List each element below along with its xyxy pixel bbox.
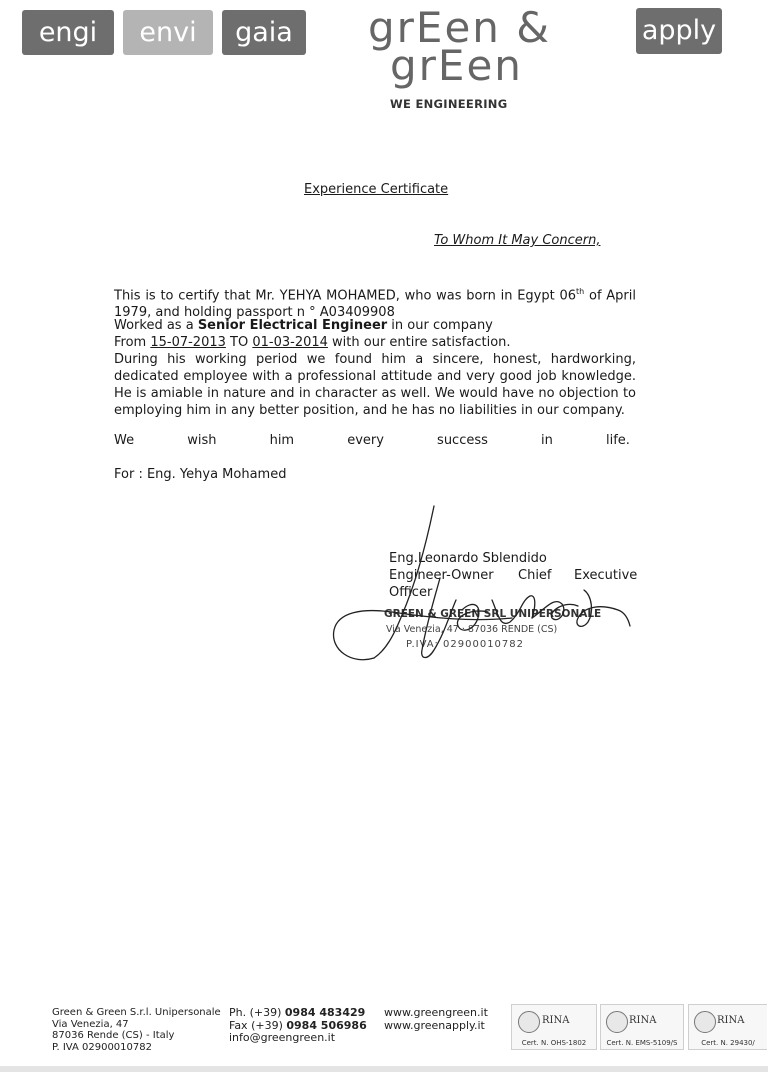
cert-number: Cert. N. 29430/ <box>701 1039 755 1047</box>
fax-number: 0984 506986 <box>286 1018 367 1032</box>
tab-engi: engi <box>22 10 114 55</box>
wish-word: wish <box>187 433 217 448</box>
phone-label: Ph. (+39) <box>229 1006 285 1019</box>
stamp-piva: P.IVA: 02900010782 <box>406 639 524 650</box>
footer-bottom-bar <box>0 1066 768 1072</box>
paragraph-period <box>114 334 636 351</box>
tab-envi: envi <box>123 10 213 55</box>
paragraph-evaluation: During his working period we found him a sincere, honest, hardworking, dedicated employee with a professional attitude and very good job knowledge. He is amiable in nature and in character as well. We would have no objection to employing him in any better position, and he has no liabilities in our company. <box>114 352 636 418</box>
wish-word: success <box>437 433 488 448</box>
phone-number[interactable]: 0984 483429 <box>284 1006 366 1019</box>
wish-word: him <box>269 433 295 448</box>
footer-piva: P. IVA 02900010782 <box>52 1041 152 1053</box>
signatory-title-a: Engineer-Owner <box>389 568 494 583</box>
paragraph-role <box>114 317 636 334</box>
cert-brand: RINA <box>542 1015 570 1026</box>
period-from: From <box>114 335 151 350</box>
paragraph-certify <box>114 283 636 321</box>
wish-word: We <box>114 433 135 448</box>
company-logo-line1: grEen & <box>368 3 552 52</box>
wish-word: life. <box>605 433 630 448</box>
website-link-greengreen[interactable]: www.greengreen.it <box>384 1006 488 1019</box>
cert-seal-icon <box>518 1011 540 1033</box>
company-logo-line2: grEen <box>390 41 523 90</box>
signatory-title-c: Executive <box>574 568 638 583</box>
certify-text-a: This is to certify that Mr. YEHYA MOHAMED, who was born in Egypt 06 <box>114 288 577 304</box>
wish-word: in <box>541 433 553 448</box>
role-title: Senior Electrical Engineer <box>197 318 388 333</box>
tab-gaia: gaia <box>222 10 306 55</box>
ordinal-suffix: th <box>576 287 585 296</box>
website-link-greenapply[interactable]: www.greenapply.it <box>384 1018 485 1032</box>
footer-contact <box>229 1007 367 1045</box>
cert-seal-icon <box>694 1011 716 1033</box>
period-to: TO <box>225 335 253 350</box>
period-rest: with our entire satisfaction. <box>327 335 511 350</box>
footer-street: Via Venezia, 47 <box>52 1018 129 1030</box>
end-date: 01-03-2014 <box>252 335 328 350</box>
document-title: Experience Certificate <box>304 182 449 197</box>
signatory-name: Eng.Leonardo Sblendido <box>389 551 547 566</box>
cert-number: Cert. N. OHS-1802 <box>521 1039 587 1047</box>
footer-company <box>52 1007 221 1053</box>
cert-brand: RINA <box>629 1015 657 1026</box>
wish-line <box>114 433 630 448</box>
footer-company-name: Green & Green S.r.l. Unipersonale <box>52 1007 221 1018</box>
footer-web <box>384 1007 488 1032</box>
salutation: To Whom It May Concern, <box>434 233 601 248</box>
stamp-address: Via Venezia, 47 · 87036 RENDE (CS) <box>386 624 558 635</box>
handwritten-signature <box>322 500 642 680</box>
role-text-b: in our company <box>387 318 493 333</box>
role-text-a: Worked as a <box>114 318 198 333</box>
cert-seal-icon <box>606 1011 628 1033</box>
cert-brand: RINA <box>717 1015 745 1026</box>
start-date: 15-07-2013 <box>150 335 226 350</box>
for-line: For : Eng. Yehya Mohamed <box>114 467 287 482</box>
cert-number: Cert. N. EMS-5109/S <box>606 1039 678 1047</box>
cert-badge-qms <box>688 1004 767 1050</box>
cert-badge-ems <box>600 1004 684 1050</box>
wish-word: every <box>347 433 384 448</box>
fax-label: Fax (+39) <box>229 1018 287 1032</box>
signatory-title-b: Chief <box>518 568 552 583</box>
signatory-title-d: Officer <box>389 585 433 600</box>
footer-city: 87036 Rende (CS) - Italy <box>52 1030 175 1041</box>
tab-apply: apply <box>636 8 722 54</box>
cert-badge-ohs <box>511 1004 597 1050</box>
email-link[interactable]: info@greengreen.it <box>229 1031 336 1044</box>
certify-text-b: of April 1979, and holding passport n ° A03409908 <box>114 288 636 321</box>
stamp-company: GREEN & GREEN SRL UNIPERSONALE <box>384 608 602 620</box>
company-tagline: WE ENGINEERING <box>390 97 508 111</box>
